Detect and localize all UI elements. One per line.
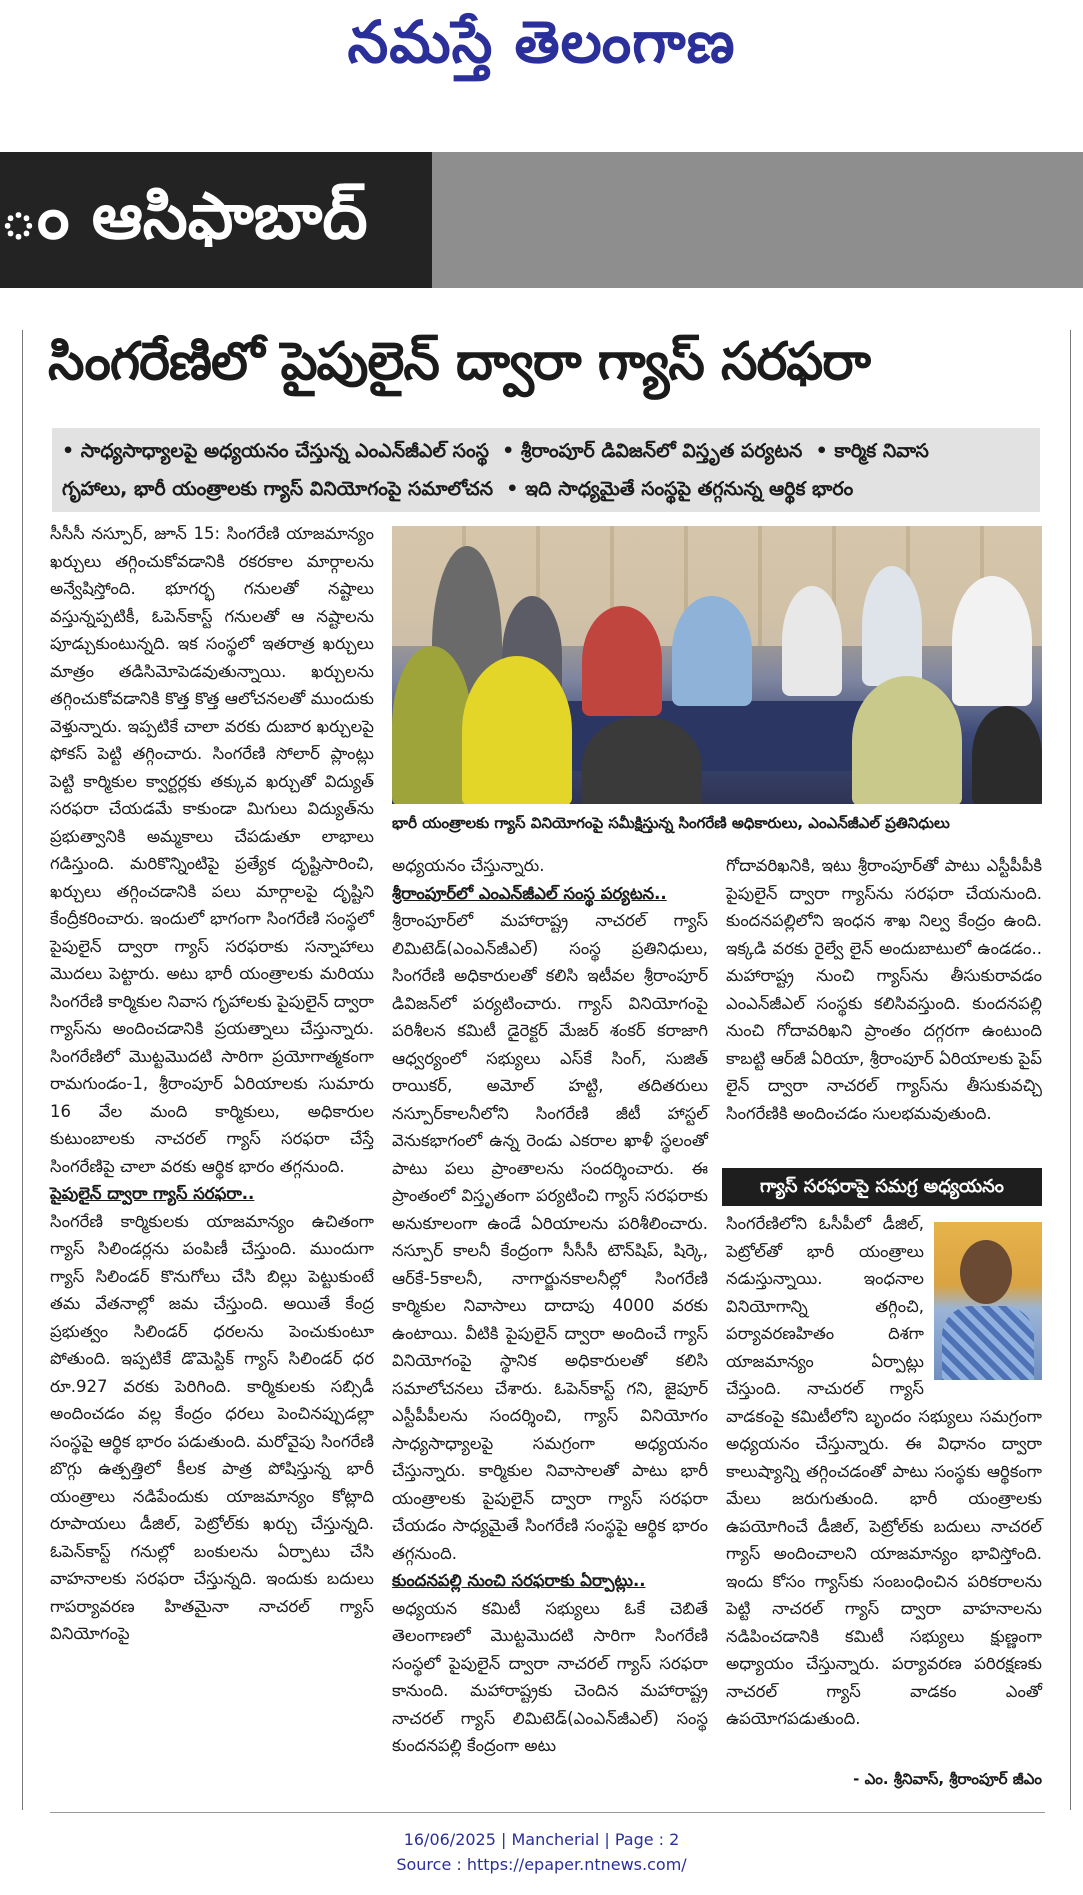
photo-person [392, 646, 472, 804]
article-column-1 [50, 520, 374, 1648]
section-band-label: ం ఆసిఫాబాద్ [0, 180, 368, 254]
photo-person [672, 596, 752, 706]
col2-subheading: శ్రీరాంపూర్‌లో ఎంఎన్‌జీఎల్ సంస్థ పర్యటన.. [392, 883, 667, 903]
sidebar-byline: - ఎం. శ్రీనివాస్, శ్రీరాంపూర్ జీఎం [853, 1770, 1042, 1788]
footer-source: Source : https://epaper.ntnews.com/ [396, 1855, 687, 1874]
subhead-5: • ఇది సాధ్యమైతే సంస్థపై తగ్గనున్న ఆర్థిక భారం [506, 478, 854, 500]
col2-paragraph: శ్రీరాంపూర్‌లో మహారాష్ట్ర నాచరల్ గ్యాస్ లిమిటెడ్(ఎంఎన్‌జీఎల్) సంస్థ ప్రతినిధులు, సింగరేణి అధికారులతో కలిసి ఇటీవల శ్రీరాంపూర్ డివిజన్‌లో పర్యటించారు. గ్యాస్ వినియోగంపై పరిశీలన కమిటీ డైరెక్టర్ మేజర్ శంకర్ కరాజాగి ఆధ్వర్యంలో సభ్యులు ఎస్‌కే సింగ్, సుజిత్ రాయికర్, అమోల్ హట్టి, తదితరులు నస్పూర్‌కాలనీలోని సింగరేణి జీటీ హాస్టల్ వెనుకభాగంలో ఉన్న రెండు ఎకరాల ఖాళీ స్థలంతో పాటు పలు ప్రాంతాలను సందర్శించారు. ఈ ప్రాంతంలో విస్తృతంగా పర్యటించి గ్యాస్ సరఫరాకు అనుకూలంగా ఉండే ఏరియాలను పరిశీలించారు. నస్పూర్ కాలనీ కేంద్రంగా సీసీసీ టౌన్‌షిప్, షిర్కె, ఆర్‌కే-5కాలనీ, నాగార్జునకాలనీల్లో సింగరేణి కార్మికుల నివాసాలు దాదాపు 4000 వరకు ఉంటాయి. వీటికి పైపులైన్ ద్వారా అందించే గ్యాస్ వినియోగంపై స్థానిక అధికారులతో కలిసి సమాలోచనలు చేశారు. ఓపెన్‌కాస్ట్ గని, జైపూర్ ఎస్టీపీపీలను సందర్శించి, గ్యాస్ వినియోగం సాధ్యసాధ్యాలపై సమగ్రంగా అధ్యయనం చేస్తున్నారు. కార్మికుల నివాసాలతో పాటు భారీ యంత్రాలకు పైపులైన్ ద్వారా గ్యాస్ సరఫరా చేయడం సాధ్యమైతే సింగరేణి సంస్థపై ఆర్థిక భారం తగ్గనుంది. [392, 911, 708, 1563]
photo-caption: భారీ యంత్రాలకు గ్యాస్ వినియోగంపై సమీక్షిస్తున్న సింగరేణి అధికారులు, ఎంఎన్‌జీఎల్ ప్రతినిధులు [392, 814, 950, 832]
col2-subheading: కుందనపల్లి నుంచి సరఫరాకు ఏర్పాట్లు.. [392, 1571, 646, 1590]
masthead [0, 0, 1083, 90]
photo-person [462, 656, 572, 804]
photo-person [582, 606, 662, 716]
subhead-3: • కార్మిక నివాస [815, 440, 929, 462]
sidebar-box-heading: గ్యాస్ సరఫరాపై సమగ్ర అధ్యయనం [722, 1168, 1042, 1206]
col2-paragraph: అధ్యయన కమిటీ సభ్యులు ఓకే చెబితే తెలంగాణలో మొట్టమొదటి సారిగా సింగరేణి సంస్థలో పైపులైన్ ద్వారా నాచరల్ గ్యాస్ సరఫరా కానుంది. మహారాష్ట్రకు చెందిన మహారాష్ట్ర నాచరల్ గ్యాస్ లిమిటెడ్(ఎంఎన్‌జీఎల్) సంస్థ కుందనపల్లి కేంద్రంగా అటు [392, 1598, 708, 1755]
left-column-rule [22, 330, 23, 1810]
article-column-2 [392, 852, 708, 1760]
col2-paragraph: అధ్యయనం చేస్తున్నారు. [392, 856, 545, 875]
right-edge-cut-text [1076, 350, 1083, 1750]
subhead-4: గృహాలు, భారీ యంత్రాలకు గ్యాస్ వినియోగంపై సమాలోచన [62, 478, 494, 500]
right-column-rule [1070, 330, 1071, 1810]
col3-paragraph: గోదావరిఖనికి, ఇటు శ్రీరాంపూర్‌తో పాటు ఎస్టీపీపీకి పైపులైన్ ద్వారా గ్యాస్‌ను సరఫరా చేయనుంది. కుందనపల్లిలోని ఇంధన శాఖ నిల్వ కేంద్రం ఉంది. ఇక్కడి వరకు రైల్వే లైన్ అందుబాటులో ఉండడం.. మహారాష్ట్ర నుంచి గ్యాస్‌ను తీసుకురావడం ఎంఎన్‌జీఎల్ సంస్థకు కలిసివస్తుంది. కుందనపల్లి నుంచి గోదావరిఖని ప్రాంతం దగ్గరగా ఉంటుంది కాబట్టి ఆర్‌జీ ఏరియా, శ్రీరాంపూర్ ఏరియాలకు పైప్ లైన్ ద్వారా నాచరల్ గ్యాస్‌ను తీసుకువచ్చి సింగరేణికి అందించడం సులభమవుతుంది. [726, 856, 1042, 1123]
footer-date-edition: 16/06/2025 | Mancherial | Page : 2 [403, 1830, 680, 1849]
left-edge-cut-text [0, 380, 12, 1780]
subheadline-box [52, 428, 1040, 512]
photo-person [852, 676, 962, 804]
photo-person [952, 576, 1032, 706]
col1-paragraph: సీసీసీ నస్పూర్, జూన్ 15: సింగరేణి యాజమాన్యం ఖర్చులు తగ్గించుకోవడానికి రకరకాల మార్గాలను అన్వేషిస్తోంది. భూగర్భ గనులతో నష్టాలు వస్తున్నప్పటికీ, ఓపెన్‌కాస్ట్ గనులతో ఆ నష్టాలను పూడ్చుకుంటున్నది. ఇక సంస్థలో ఇతరాత్ర ఖర్చులు మాత్రం తడిసిమోపెడవుతున్నాయి. ఖర్చులను తగ్గించుకోవడానికి కొత్త కొత్త ఆలోచనలతో ముందుకు వెళ్తున్నారు. ఇప్పటికే చాలా వరకు దుబార ఖర్చులపై ఫోకస్ పెట్టి తగ్గించారు. సింగరేణి సోలార్ ప్లాంట్లు పెట్టి కార్మికుల క్వార్టర్లకు తక్కువ ఖర్చుతో విద్యుత్ సరఫరా చేయడమే కాకుండా మిగులు విద్యుత్‌ను ప్రభుత్వానికి అమ్మకాలు చేపడుతూ లాభాలు గడిస్తుంది. మరికొన్నింటిపై ప్రత్యేక దృష్టిసారించి, ఖర్చులు తగ్గించడానికి పలు మార్గాలపై దృష్టిని కేంద్రీకరించారు. ఇందులో భాగంగా సింగరేణి సంస్థలో పైపులైన్ ద్వారా గ్యాస్ సరఫరాకు సన్నాహాలు మొదలు పెట్టారు. అటు భారీ యంత్రాలకు మరియు సింగరేణి కార్మికుల నివాస గృహాలకు పైపులైన్ ద్వారా గ్యాస్‌ను అందించడానికి ప్రయత్నాలు చేస్తున్నారు. సింగరేణిలో మొట్టమొదటి సారిగా ప్రయోగాత్మకంగా రామగుండం-1, శ్రీరాంపూర్ ఏరియాలకు సుమారు 16 వేల మంది కార్మికులు, అధికారుల కుటుంబాలకు నాచరల్ గ్యాస్ సరఫరా చేస్తే సింగరేణిపై చాలా వరకు ఆర్థిక భారం తగ్గనుంది. [50, 524, 374, 1176]
subhead-2: • శ్రీరాంపూర్ డివిజన్‌లో విస్తృత పర్యటన [502, 440, 803, 462]
col1-subheading: పైపులైన్ ద్వారా గ్యాస్ సరఫరా.. [50, 1184, 255, 1203]
bottom-rule [50, 1812, 1045, 1813]
photo-person [862, 566, 922, 686]
section-band-label-box [0, 152, 432, 288]
subhead-1: • సాధ్యసాధ్యాలపై అధ్యయనం చేస్తున్న ఎంఎన్‌జీఎల్ సంస్థ [62, 440, 489, 462]
masthead-title: నమస్తే తెలంగాణ [347, 8, 736, 76]
col1-paragraph: సింగరేణి కార్మికులకు యాజమాన్యం ఉచితంగా గ్యాస్ సిలిండర్లను పంపిణీ చేస్తుంది. ముందుగా గ్యాస్ సిలిండర్ కొనుగోలు చేసి బిల్లు పెట్టుకుంటే తమ వేతనాల్లో జమ చేస్తుంది. అయితే కేంద్ర ప్రభుత్వం సిలిండర్ ధరలను పెంచుకుంటూ పోతుంది. ఇప్పటికే డొమెస్టిక్ గ్యాస్ సిలిండర్ ధర రూ.927 వరకు పెరిగింది. కార్మికులకు సబ్సిడీ అందించడం వల్ల కేంద్రం ధరలు పెంచినప్పుడల్లా సంస్థపై ఆర్థిక భారం పడుతుంది. మరోవైపు సింగరేణి బొగ్గు ఉత్పత్తిలో కీలక పాత్ర పోషిస్తున్న భారీ యంత్రాలు నడిపేందుకు యాజమాన్యం కోట్లాది రూపాయలు డీజిల్, పెట్రోల్‌కు ఖర్చు చేస్తున్నది. ఓపెన్‌కాస్ట్ గనుల్లో బంకులను ఏర్పాటు చేసి వాహనాలకు సరఫరా చేస్తున్నది. ఇందుకు బదులు గాపర్యావరణ హితమైనా నాచరల్ గ్యాస్ వినియోగంపై [50, 1211, 374, 1643]
meeting-photo [392, 526, 1042, 804]
photo-person [972, 706, 1042, 804]
sidebar-box-paragraph: సింగరేణిలోని ఓసీపీలో డీజిల్, పెట్రోల్‌తో భారీ యంత్రాలు నడుస్తున్నాయి. ఇంధనాల వినియోగాన్ని తగ్గించి, పర్యావరణహితం దిశగా యాజమాన్యం ఏర్పాట్లు చేస్తుంది. నాచురల్ గ్యాస్ వాడకంపై కమిటీలోని బృందం సభ్యులు సమగ్రంగా అధ్యయనం చేస్తున్నారు. ఈ విధానం ద్వారా కాలుష్యాన్ని తగ్గించడంతో పాటు సంస్థకు ఆర్థికంగా మేలు జరుగుతుంది. భారీ యంత్రాలకు ఉపయోగించే డీజిల్, పెట్రోల్‌కు బదులు నాచరల్ గ్యాస్ అందించాలని యాజమాన్యం భావిస్తోంది. ఇందు కోసం గ్యాస్‌కు సంబంధించిన పరికరాలను పెట్టి నాచరల్ గ్యాస్ ద్వారా వాహనాలను నడిపించడానికి కమిటీ సభ్యులు క్షుణ్ణంగా అధ్యాయం చేస్తున్నారు. పర్యావరణ పరిరక్షణకు నాచరల్ గ్యాస్ వాడకం ఎంతో ఉపయోగపడుతుంది. [726, 1214, 1042, 1728]
sidebar-box-text [726, 1210, 1042, 1733]
portrait-float-spacer [924, 1210, 1042, 1382]
article-headline: సింగరేణిలో పైపులైన్ ద్వారా గ్యాస్ సరఫరా [48, 332, 871, 392]
photo-person [782, 586, 842, 696]
article-column-3 [726, 852, 1042, 1127]
